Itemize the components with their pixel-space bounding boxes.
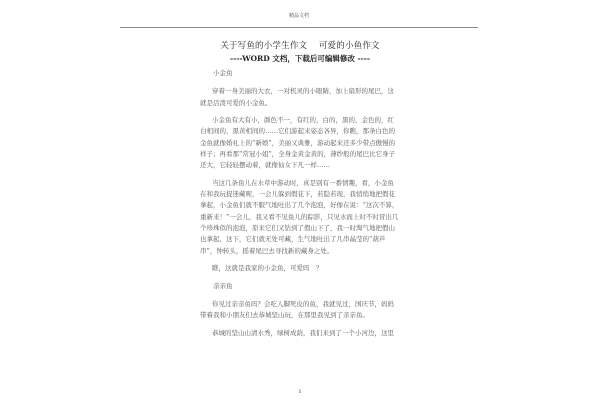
paragraph: 你见过亲亲鱼吗？会吃人脚死皮的鱼，我就见过，国庆节，妈妈带着我和小朋友们去恭城坚山玩，在那里我见到了亲亲鱼。 [200, 299, 394, 320]
section-heading: 亲亲鱼 [213, 281, 233, 290]
paragraph: 瞧，这就是我家的小金鱼，可爱吗 ？ [212, 264, 323, 273]
paragraph: 当这几条鱼儿在水草中游动时，真是别有一番情趣，看，小金鱼在和我玩捉迷藏呢，一会儿躲到假花下，若隐若现，我悄悄地把假花拿起，小金鱼们就不服气地吐出了几个泡泡，好像在说：“这次不算，重新来！”一会儿，我又看不见鱼儿的踪影，只见水面上时不时冒出几个珍珠似的泡泡，原来它们又钻到了假山下了，我一时淘气地把假山也拿起，这下，它们就无处可藏，生气地吐出了几串晶莹的“葫芦串”，钟转头，摇着尾巴去寻找新的藏身之处。 [200, 178, 399, 255]
document-subtitle: ----WORD 文档，下载后可编辑修改 ---- [230, 54, 370, 63]
document-title: 关于写鱼的小学生作文 可爱的小鱼作文 [220, 41, 380, 51]
section-heading: 小金鱼 [213, 69, 233, 77]
paragraph: 恭城的坚山山清水秀，绿树成荫，我们来到了一个小河边，这里 [212, 328, 394, 337]
header-divider [120, 27, 478, 28]
page-header: 精品文档 [288, 13, 309, 19]
page-number: 1 [298, 389, 302, 395]
document-body [200, 68, 400, 345]
paragraph: 小金鱼有大有小，颜色不一，有红的，白的，黑的，金色的，红白相间的，黑黄相间的……它们游起来姿态各异，你瞧，那条白色的金鱼就像婚礼上的“新娘”，美丽又典雅，游动起来还多少带点傲慢的样子；再看那“常冠小姐”，全身金黄金黄的，薄纱般的尾巴比它身子还大，它轻轻摆动着，就像仙女下凡一样…… [200, 116, 396, 170]
paragraph: 穿着一身美丽的大衣，一对机灵的小眼睛，加上扇形的尾巴，这就是活泼可爱的小金鱼。 [200, 87, 394, 107]
